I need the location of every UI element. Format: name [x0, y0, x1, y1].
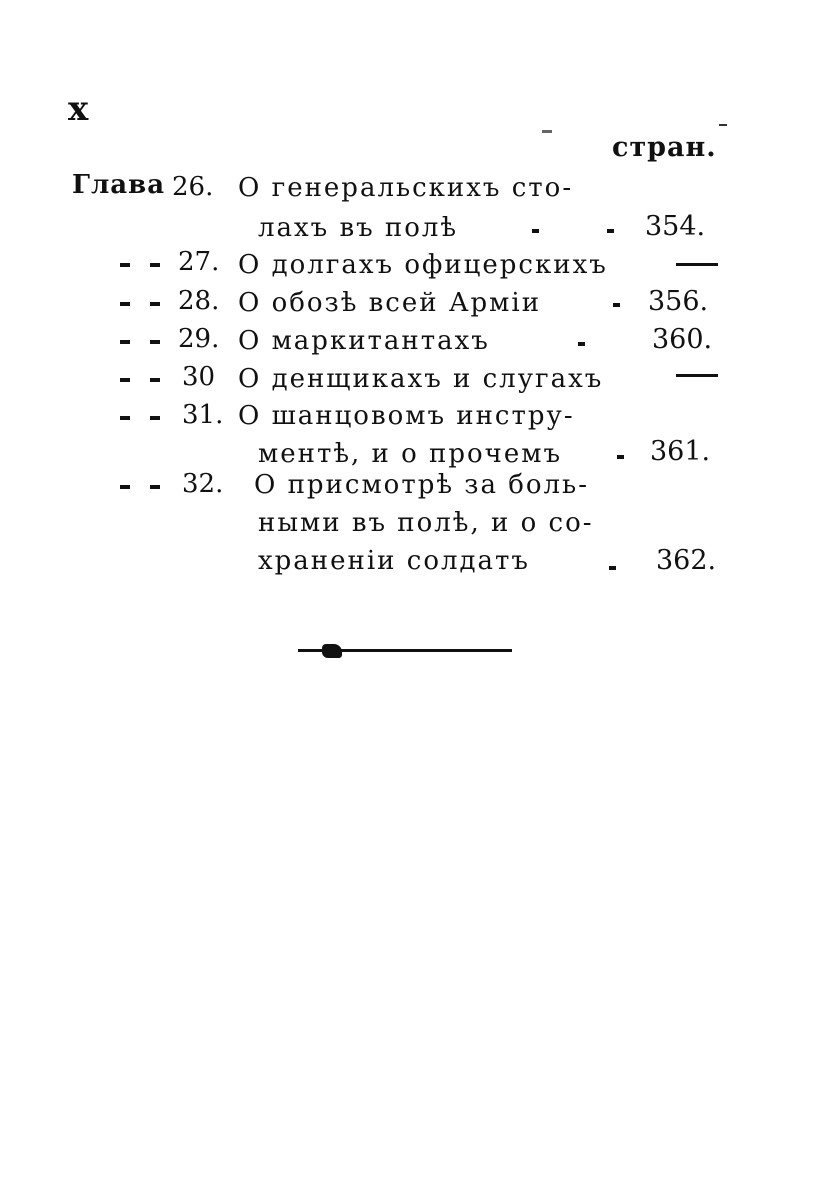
rule-ornament — [322, 644, 342, 658]
page-reference: 360. — [652, 324, 713, 355]
ditto-dash — [120, 378, 130, 382]
chapter-title-line: О обозѣ всей Арміи — [238, 288, 542, 318]
decorative-rule — [298, 646, 512, 656]
chapter-title-line: ментѣ, и о прочемъ — [258, 439, 563, 469]
chapter-number: 29. — [178, 324, 220, 354]
chapter-title-line: О присмотрѣ за боль- — [254, 470, 590, 500]
print-mark — [542, 130, 552, 133]
chapter-title-line: О маркитантахъ — [238, 326, 490, 356]
chapter-number: 26. — [172, 172, 214, 202]
leader-dot — [532, 229, 539, 233]
same-page-dash — [676, 374, 718, 377]
chapter-title-line: О генеральскихъ сто- — [238, 173, 574, 203]
chapter-prefix: Глава — [72, 170, 166, 200]
chapter-number: 32. — [182, 469, 224, 499]
page-reference: 361. — [650, 436, 711, 467]
ditto-dash — [120, 263, 130, 267]
leader-dot — [578, 342, 585, 346]
ditto-dash — [120, 302, 130, 306]
same-page-dash — [676, 263, 718, 266]
leader-dot — [617, 455, 624, 459]
ditto-dash — [150, 378, 160, 382]
ditto-dash — [120, 416, 130, 420]
chapter-title-line: ными въ полѣ, и о со- — [258, 508, 594, 538]
chapter-number: 28. — [178, 286, 220, 316]
chapter-title-line: О денщикахъ и слугахъ — [238, 364, 604, 394]
ditto-dash — [150, 416, 160, 420]
leader-dot — [613, 303, 620, 307]
leader-dot — [609, 566, 616, 570]
chapter-title-line: лахъ въ полѣ — [258, 213, 459, 243]
ditto-dash — [150, 340, 160, 344]
page-reference: 356. — [648, 286, 709, 317]
chapter-title-line: О долгахъ офицерскихъ — [238, 250, 608, 280]
ditto-dash — [150, 302, 160, 306]
ditto-dash — [120, 485, 130, 489]
chapter-number: 31. — [182, 400, 224, 430]
ditto-dash — [150, 485, 160, 489]
chapter-number: 27. — [178, 247, 220, 277]
page-reference: 362. — [656, 545, 717, 576]
chapter-title-line: храненіи солдатъ — [258, 546, 530, 576]
chapter-title-line: О шанцовомъ инстру- — [238, 401, 575, 431]
column-header: стран. — [612, 132, 717, 163]
page-reference: 354. — [645, 211, 706, 242]
page-number: x — [68, 89, 89, 129]
ditto-dash — [120, 340, 130, 344]
chapter-number: 30 — [182, 362, 216, 392]
ditto-dash — [150, 263, 160, 267]
leader-dot — [607, 229, 614, 233]
